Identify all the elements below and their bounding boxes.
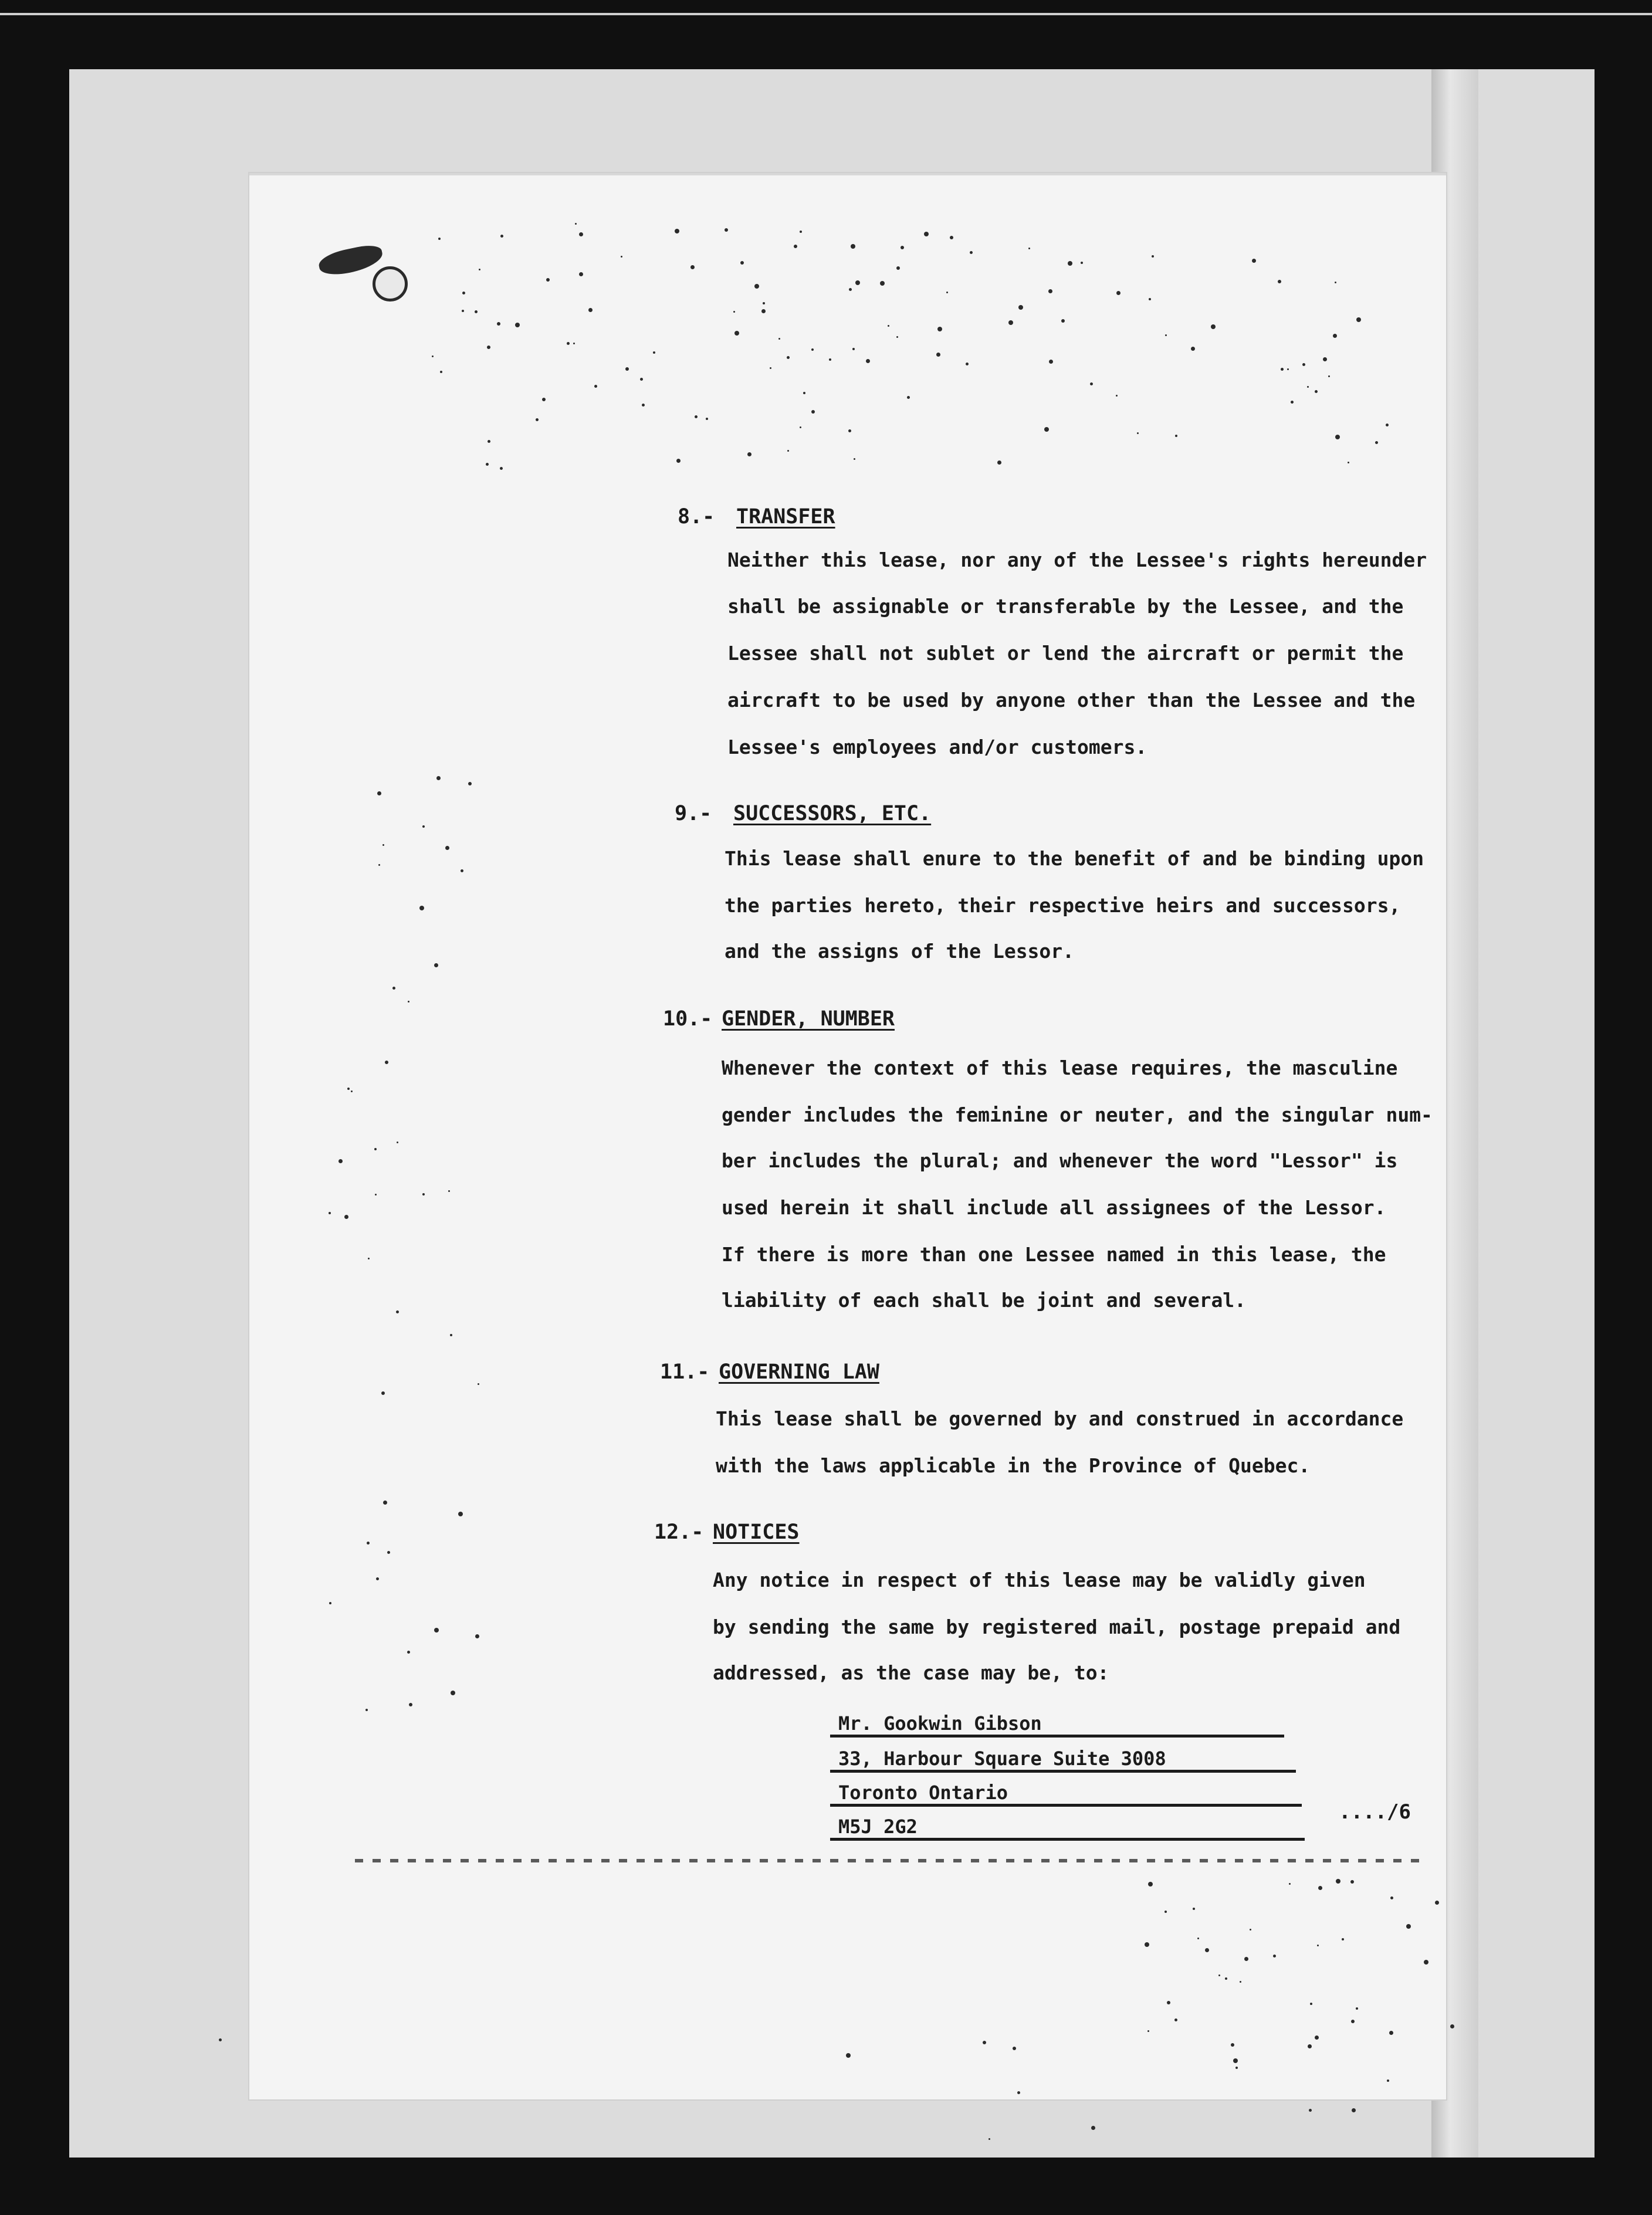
scan-speck xyxy=(1018,305,1023,310)
scan-speck xyxy=(1351,2020,1355,2023)
continued-page-marker: ..../6 xyxy=(1339,1800,1411,1824)
scan-speck xyxy=(567,342,570,345)
scan-speck xyxy=(1191,347,1195,351)
body-line: Whenever the context of this lease requires, the masculine xyxy=(722,1056,1398,1079)
scan-speck xyxy=(1342,1938,1344,1940)
scan-speck xyxy=(419,906,424,910)
scan-speck xyxy=(1389,2031,1393,2035)
scan-speck xyxy=(436,776,441,780)
scan-speck xyxy=(1233,2058,1238,2063)
scan-speck xyxy=(329,1212,331,1214)
scan-speck xyxy=(653,351,655,354)
scan-speck xyxy=(1281,368,1284,371)
scan-speck xyxy=(434,1628,439,1633)
scan-speck xyxy=(1068,261,1072,266)
body-line: Any notice in respect of this lease may be validly given xyxy=(713,1569,1366,1591)
section-number: 9.- xyxy=(675,802,712,825)
scan-speck xyxy=(462,310,464,312)
body-line: Lessee's employees and/or customers. xyxy=(727,736,1147,758)
scan-speck xyxy=(690,265,695,269)
scan-speck xyxy=(642,404,645,407)
scan-speck xyxy=(924,232,929,236)
scan-speck xyxy=(1252,259,1256,263)
section-heading xyxy=(663,1007,895,1031)
scan-speck xyxy=(594,385,597,388)
scan-speck xyxy=(408,1001,409,1002)
scan-speck xyxy=(383,1501,387,1505)
body-line: liability of each shall be joint and several. xyxy=(722,1289,1247,1312)
scan-speck xyxy=(450,1334,452,1336)
section-title: GENDER, NUMBER xyxy=(722,1007,895,1031)
section-heading xyxy=(654,1520,800,1544)
scan-speck xyxy=(896,336,898,338)
scan-speck xyxy=(1302,363,1305,366)
scan-speck xyxy=(1225,1977,1227,1980)
scan-speck xyxy=(579,232,583,236)
address-city: Toronto Ontario xyxy=(830,1782,1302,1807)
scan-speck xyxy=(1356,317,1361,322)
scan-speck xyxy=(422,1193,425,1195)
scan-speck xyxy=(486,463,489,466)
scan-speck xyxy=(763,302,765,304)
scan-speck xyxy=(1386,424,1389,426)
body-line: gender includes the feminine or neuter, and the singular num- xyxy=(722,1103,1433,1126)
scan-speck xyxy=(770,367,771,369)
scan-speck xyxy=(451,1691,455,1695)
body-line: ber includes the plural; and whenever the word "Lessor" is xyxy=(722,1149,1398,1172)
scan-speck xyxy=(1406,1924,1411,1929)
section-title: NOTICES xyxy=(713,1520,800,1544)
body-line: the parties hereto, their respective heirs and successors, xyxy=(725,894,1401,917)
scan-speck xyxy=(1356,2007,1358,2010)
body-line: Neither this lease, nor any of the Lessee's rights hereunder xyxy=(727,548,1427,571)
section-heading xyxy=(660,1360,879,1384)
scan-speck xyxy=(866,359,870,363)
body-line: Lessee shall not sublet or lend the aircraft or permit the xyxy=(727,642,1404,665)
scan-speck xyxy=(937,327,942,331)
address-postal-code: M5J 2G2 xyxy=(830,1816,1305,1841)
scan-speck xyxy=(1317,1945,1319,1946)
scan-speck xyxy=(1218,1974,1220,1976)
address-name: Mr. Gookwin Gibson xyxy=(830,1712,1284,1738)
scan-speck xyxy=(811,410,815,414)
body-line: aircraft to be used by anyone other than the Lessee and the xyxy=(727,689,1416,712)
scan-speck xyxy=(1164,1911,1167,1913)
scan-speck xyxy=(1240,1981,1241,1983)
body-line: This lease shall enure to the benefit of and be binding upon xyxy=(725,847,1424,870)
section-number: 8.- xyxy=(678,505,715,529)
scan-speck xyxy=(946,292,948,293)
section-heading xyxy=(675,802,931,825)
scan-speck xyxy=(382,844,384,846)
body-line: shall be assignable or transferable by the Lessee, and the xyxy=(727,595,1404,618)
scan-speck xyxy=(1336,1879,1340,1884)
section-title: GOVERNING LAW xyxy=(719,1360,879,1384)
scan-speck xyxy=(542,398,546,401)
scan-speck xyxy=(1250,1929,1251,1930)
scan-speck xyxy=(432,355,434,357)
scan-speck xyxy=(344,1215,348,1219)
scan-speck xyxy=(740,261,744,265)
scan-speck xyxy=(1323,357,1327,361)
scan-speck xyxy=(1310,2003,1312,2005)
scan-speck xyxy=(829,358,831,361)
scan-speck xyxy=(458,1512,463,1516)
scan-speck xyxy=(365,1709,368,1711)
scan-speck xyxy=(1387,2079,1389,2082)
scan-speck xyxy=(536,418,539,421)
scan-speck xyxy=(1287,368,1289,370)
scan-speck xyxy=(1335,435,1340,439)
scan-speck xyxy=(695,415,698,418)
scan-speck xyxy=(1450,2024,1454,2028)
body-line: by sending the same by registered mail, postage prepaid and xyxy=(713,1615,1401,1638)
body-line: with the laws applicable in the Province of Quebec. xyxy=(716,1454,1311,1477)
scan-speck xyxy=(950,236,953,239)
scan-speck xyxy=(588,308,593,312)
section-number: 10.- xyxy=(663,1007,713,1031)
scan-speck xyxy=(1335,282,1336,283)
scan-speck xyxy=(846,2053,851,2058)
scan-speck xyxy=(754,284,759,289)
scan-speck xyxy=(1008,320,1013,325)
section-title: SUCCESSORS, ETC. xyxy=(733,802,932,825)
scan-speck xyxy=(1013,2047,1016,2050)
scan-speck xyxy=(794,245,797,248)
scanner-top-rule xyxy=(0,13,1652,15)
body-line: If there is more than one Lessee named in this lease, the xyxy=(722,1243,1386,1266)
scan-speck xyxy=(1174,2018,1177,2021)
scan-speck xyxy=(849,288,852,291)
scan-noise-row xyxy=(355,1859,1423,1862)
body-line: This lease shall be governed by and construed in accordance xyxy=(716,1407,1404,1430)
scan-speck xyxy=(376,1577,379,1580)
lease-text xyxy=(249,175,1446,2099)
scan-speck xyxy=(787,356,790,359)
section-title: TRANSFER xyxy=(736,505,835,529)
body-line: addressed, as the case may be, to: xyxy=(713,1661,1109,1684)
address-street: 33, Harbour Square Suite 3008 xyxy=(830,1747,1296,1773)
scan-speck xyxy=(675,229,679,233)
scan-speck xyxy=(1017,2091,1020,2094)
body-line: used herein it shall include all assignees of the Lessor. xyxy=(722,1196,1386,1219)
section-number: 11.- xyxy=(660,1360,710,1384)
scan-speck xyxy=(329,1602,331,1604)
scan-speck xyxy=(1165,334,1167,336)
scan-speck xyxy=(1145,1942,1149,1947)
scan-speck xyxy=(1315,390,1318,393)
scan-speck xyxy=(422,825,425,828)
scan-speck xyxy=(219,2038,222,2041)
body-line: and the assigns of the Lessor. xyxy=(725,940,1075,963)
section-heading xyxy=(678,505,835,529)
document-page xyxy=(249,173,1446,2099)
section-number: 12.- xyxy=(654,1520,704,1544)
scan-speck xyxy=(1278,280,1281,283)
scan-speck xyxy=(747,452,751,456)
scan-speck xyxy=(1175,435,1177,437)
scan-speck xyxy=(1435,1901,1439,1905)
scan-speck xyxy=(347,1088,350,1090)
scan-speck xyxy=(468,782,472,785)
scan-speck xyxy=(1333,334,1337,338)
scan-speck xyxy=(1235,2067,1238,2069)
scan-speck xyxy=(381,1391,385,1395)
scan-speck xyxy=(1048,289,1052,293)
scan-speck xyxy=(761,309,766,313)
scan-speck xyxy=(888,325,889,327)
scan-speck xyxy=(1090,382,1093,385)
scan-speck xyxy=(855,280,860,285)
scan-speck xyxy=(1244,1957,1248,1961)
scan-speck xyxy=(579,272,583,276)
scan-speck xyxy=(640,378,643,381)
